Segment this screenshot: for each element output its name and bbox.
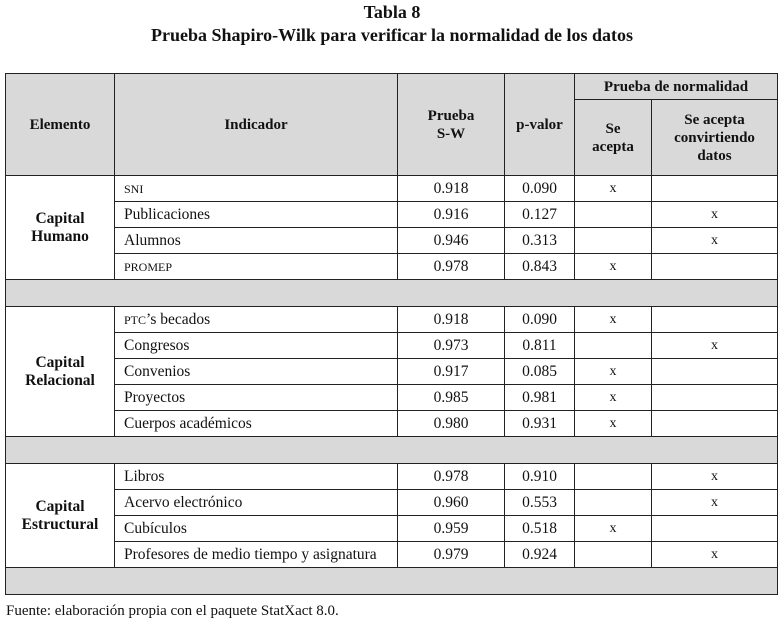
accept-transformed-cell: x [652,464,778,490]
pvalue-cell: 0.924 [505,542,575,568]
sw-cell: 0.985 [398,385,505,411]
indicator-cell: Cubículos [115,516,398,542]
table-row [6,228,778,254]
pvalue-cell: 0.553 [505,490,575,516]
element-name-line2: Humano [31,227,89,245]
sw-cell: 0.978 [398,254,505,280]
indicator-cell: Publicaciones [115,202,398,228]
pvalue-cell: 0.090 [505,176,575,202]
indicator-cell: Cuerpos académicos [115,411,398,437]
pvalue-cell: 0.910 [505,464,575,490]
indicator-cell: SNI [115,176,398,202]
accept-cell: x [575,359,652,385]
header-indicador: Indicador [115,74,398,176]
sw-cell: 0.918 [398,307,505,333]
accept-cell [575,490,652,516]
accept-transformed-cell: x [652,202,778,228]
table-row [6,385,778,411]
header-prueba-sw [398,74,505,176]
header-elemento: Elemento [6,74,115,176]
header-convirtiendo-line1: Se acepta [684,111,745,128]
accept-cell: x [575,411,652,437]
element-name-line1: Capital [35,209,85,227]
pvalue-cell: 0.085 [505,359,575,385]
sw-cell: 0.959 [398,516,505,542]
element-capital-humano [6,176,115,280]
element-capital-relacional [6,307,115,437]
sw-cell: 0.980 [398,411,505,437]
accept-transformed-cell: x [652,490,778,516]
header-se-acepta-line2: acepta [592,138,634,155]
element-name-line1: Capital [35,497,85,515]
header-prueba-normalidad: Prueba de normalidad [575,74,778,100]
indicator-cell: Profesores de medio tiempo y asignatura [115,542,398,568]
table-title: Prueba Shapiro-Wilk para verificar la normalidad de los datos [150,25,634,45]
group-separator [6,280,778,307]
indicator-cell: PROMEP [115,254,398,280]
table-row [6,542,778,568]
accept-transformed-cell [652,385,778,411]
pvalue-cell: 0.931 [505,411,575,437]
table-row [6,254,778,280]
table-source-note: Fuente: elaboración propia con el paquete StatXact 8.0. [6,603,339,619]
sw-cell: 0.917 [398,359,505,385]
accept-cell: x [575,385,652,411]
accept-transformed-cell [652,176,778,202]
accept-transformed-cell: x [652,228,778,254]
indicator-cell: Proyectos [115,385,398,411]
element-name-line1: Capital [35,353,85,371]
table-row [6,411,778,437]
element-capital-estructural [6,464,115,568]
element-name-line2: Relacional [25,371,95,389]
indicator-text: ’s becados [146,310,211,328]
indicator-cell: Congresos [115,333,398,359]
sw-cell: 0.916 [398,202,505,228]
pvalue-cell: 0.518 [505,516,575,542]
header-se-acepta [575,100,652,176]
accept-cell: x [575,516,652,542]
accept-transformed-cell [652,307,778,333]
pvalue-cell: 0.313 [505,228,575,254]
table-row [6,359,778,385]
table-row [6,333,778,359]
pvalue-cell: 0.981 [505,385,575,411]
group-separator [6,568,778,595]
pvalue-cell: 0.811 [505,333,575,359]
indicator-cell: Acervo electrónico [115,490,398,516]
pvalue-cell: 0.127 [505,202,575,228]
sw-cell: 0.978 [398,464,505,490]
header-prueba-sw-line2: S-W [436,125,466,142]
pvalue-cell: 0.843 [505,254,575,280]
accept-transformed-cell: x [652,542,778,568]
separator-cell [6,568,778,595]
separator-cell [6,437,778,464]
accept-cell [575,464,652,490]
indicator-cell: Convenios [115,359,398,385]
accept-cell: x [575,176,652,202]
accept-transformed-cell [652,411,778,437]
table-row [6,202,778,228]
accept-cell: x [575,307,652,333]
accept-transformed-cell [652,516,778,542]
header-prueba-sw-line1: Prueba [427,107,475,124]
indicator-cell [115,307,398,333]
header-convirtiendo-line2: convirtiendo [674,129,755,146]
sw-cell: 0.946 [398,228,505,254]
header-pvalor: p-valor [505,74,575,176]
header-se-acepta-line1: Se [605,120,621,137]
separator-cell [6,280,778,307]
accept-transformed-cell: x [652,333,778,359]
table-row [6,516,778,542]
group-separator [6,437,778,464]
accept-transformed-cell [652,359,778,385]
sw-cell: 0.973 [398,333,505,359]
pvalue-cell: 0.090 [505,307,575,333]
indicator-prefix: PTC [124,312,147,327]
accept-cell [575,333,652,359]
indicator-cell: Libros [115,464,398,490]
normality-table [5,73,778,595]
table-row [6,464,778,490]
header-convirtiendo-line3: datos [697,147,732,164]
sw-cell: 0.979 [398,542,505,568]
indicator-cell: Alumnos [115,228,398,254]
accept-cell [575,542,652,568]
element-name-line2: Estructural [21,515,99,533]
header-se-acepta-convirtiendo [652,100,778,176]
sw-cell: 0.960 [398,490,505,516]
accept-cell: x [575,254,652,280]
accept-transformed-cell [652,254,778,280]
accept-cell [575,228,652,254]
table-row [6,176,778,202]
table-row [6,307,778,333]
accept-cell [575,202,652,228]
sw-cell: 0.918 [398,176,505,202]
table-row [6,490,778,516]
table-number: Tabla 8 [363,2,421,22]
